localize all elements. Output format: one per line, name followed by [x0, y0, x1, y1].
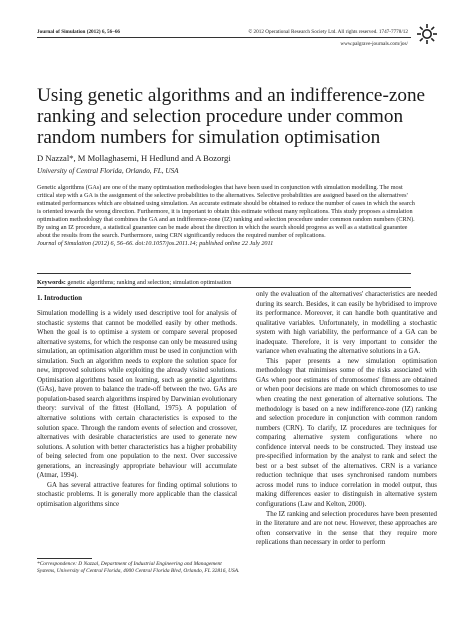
author-affiliation: University of Central Florida, Orlando, FL, USA [37, 167, 179, 175]
publisher-logo-icon [416, 23, 438, 45]
keywords-text: genetic algorithms; ranking and selection; simulation optimisation [67, 279, 232, 286]
article-title: Using genetic algorithms and an indifference-zone ranking and selection procedure under common random numbers for simulation optimisation [37, 85, 426, 148]
section-heading: 1. Introduction [37, 294, 82, 302]
journal-url[interactable]: www.palgrave-journals.com/jos/ [340, 41, 408, 47]
journal-header: Journal of Simulation (2012) 6, 56–66 [37, 29, 121, 35]
paragraph: This paper presents a new simulation optimisation methodology that minimises some of the risks associated with GAs when poor estimates of chromosomes' fitness are obtained or when poor decisions are made on which chromosomes to use when creating the next generation of alternative solutions. The methodology is based on a new indifference-zone (IZ) ranking and selection procedure in conjunction with common random numbers (CRN). To clarify, IZ procedures are techniques for comparing alternative system configurations where no confidence interval needs to be constructed. They instead use pre-specified information by the analyst to rank and select the best or a best subset of the alternatives. CRN is a variance reduction technique that uses synchronised random numbers across model runs to induce correlation in model output, thus making differences easier to distinguish in alternative system configurations (Law and Kelton, 2000). [256, 356, 437, 509]
paragraph: only the evaluation of the alternatives' characteristics are needed during its search. Besides, it can easily be hybridised to improve its performance. Moreover, it can handle both quantitative and qualitative variables. Unfortunately, in modelling a stochastic system with high variability, the performance of a GA can be inadequate. Therefore, it is very important to consider the variance when evaluating the alternative solutions in a GA. [256, 290, 437, 356]
keywords-line [37, 279, 231, 286]
paragraph: Simulation modelling is a widely used descriptive tool for analysis of stochastic systems that cannot be modelled easily by other methods. When the goal is to optimise a system or compare several proposed alternative systems, for which the response can only be measured using simulation, an optimisation algorithm must be used in conjunction with simulation. Such an algorithm needs to explore the solution space for new, improved solutions while exploiting the already visited solutions. Optimisation algorithms based on learning, such as genetic algorithms (GAs), have proven to balance the trade-off between the two. GAs are population-based search algorithms inspired by Darwinian evolutionary theory: survival of the fittest (Holland, 1975). A population of alternative solutions with certain characteristics is exposed to the solution space. Through the random events of selection and crossover, alternatives with desirable characteristics are used to generate new solutions. A solution with better characteristics has a higher probability of being selected from one population to the next. Over successive generations, an increasingly appropriate behaviour will accumulate (Atmar, 1994). [37, 309, 237, 480]
header-rule [37, 37, 411, 38]
correspondence-footnote: *Correspondence: D Nazzal, Department of Industrial Engineering and Management Systems, University of Central Florida, 4000 Central Florida Blvd, Orlando, FL 32816, USA. [37, 561, 240, 574]
keywords-label: Keywords: [37, 279, 66, 286]
abstract-text: Genetic algorithms (GAs) are one of the many optimisation methodologies that have been used in conjunction with simulation modelling. The most critical step with a GA is the assignment of the selective probabilities to the alternatives. Selective probabilities are assigned based on the alternatives' estimated performances which are obtained using simulation. An accurate estimate should be obtained to reduce the number of cases in which the search is oriented towards the wrong direction. Furthermore, it is important to obtain this estimate without many replications. This study proposes a simulation optimisation methodology that combines the GA and an indifference-zone (IZ) ranking and selection procedure under common random numbers (CRN). By using an IZ procedure, a statistical guarantee can be made about the direction in which the search should progress as well as a statistical guarantee about the results from the search. Furthermore, using CRN significantly reduces the required number of replications. [37, 184, 415, 239]
right-column [256, 290, 437, 548]
paragraph: The IZ ranking and selection procedures have been presented in the literature and are not new. However, these approaches are often conservative in the sense that they require more replications than necessary in order to perform [256, 509, 437, 547]
abstract [37, 184, 419, 248]
abstract-top-rule [37, 273, 411, 274]
paragraph: GA has several attractive features for finding optimal solutions to stochastic problems. It is generally more applicable than the classical optimisation algorithms since [37, 480, 237, 508]
author-list: D Nazzal*, M Mollaghasemi, H Hedlund and A Bozorgi [37, 153, 231, 163]
footnote-rule [37, 558, 92, 559]
keywords-bottom-rule [37, 287, 411, 288]
citation-line: Journal of Simulation (2012) 6, 56–66. doi:10.1057/jos.2011.14; published online 22 July 2011 [37, 239, 274, 247]
copyright-notice: © 2012 Operational Research Society Ltd. All rights reserved. 1747-7778/12 [248, 29, 408, 35]
left-column [37, 309, 237, 509]
